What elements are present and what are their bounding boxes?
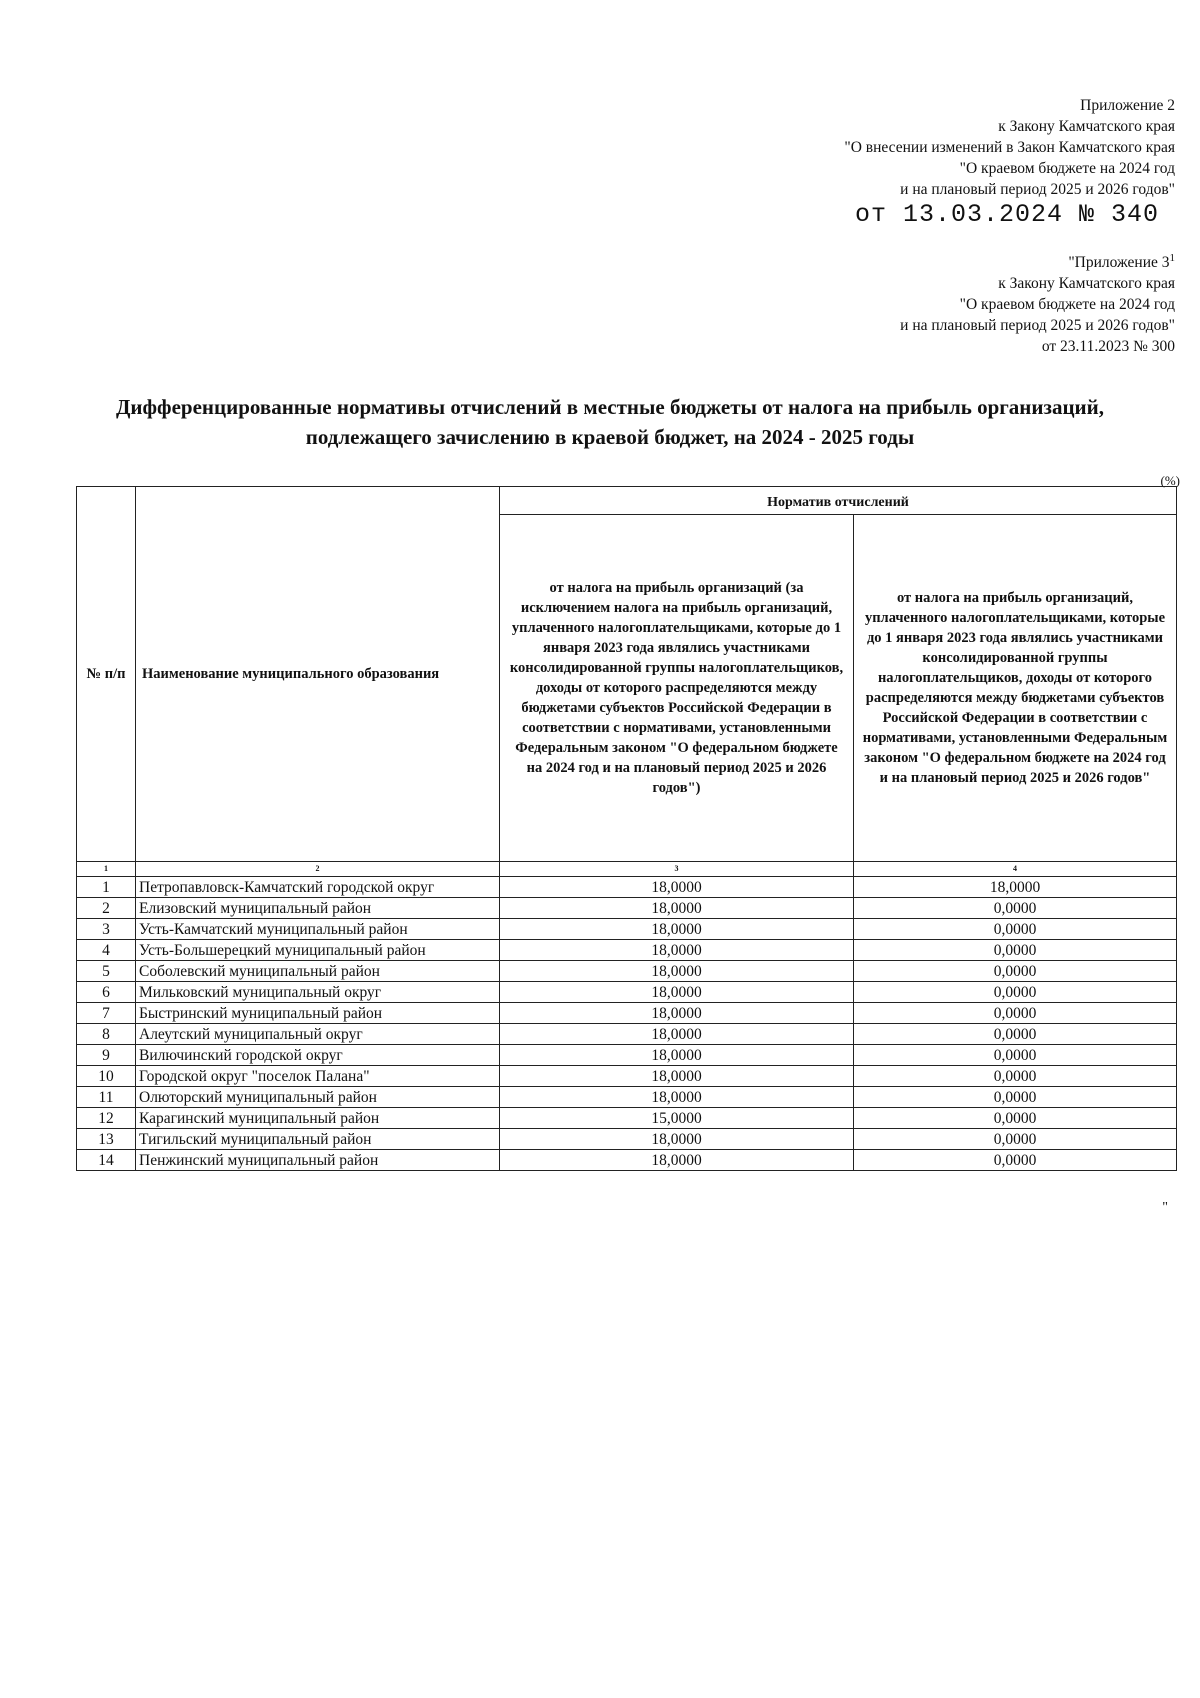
row-name: Усть-Камчатский муниципальный район (136, 919, 500, 940)
row-value-4: 0,0000 (854, 898, 1177, 919)
row-name: Карагинский муниципальный район (136, 1108, 500, 1129)
col-header-name: Наименование муниципального образования (136, 487, 500, 862)
row-number: 5 (77, 961, 136, 982)
column-index: 4 (854, 862, 1177, 877)
row-value-3: 18,0000 (500, 940, 854, 961)
row-value-4: 0,0000 (854, 1087, 1177, 1108)
annex-line: "О краевом бюджете на 2024 год (959, 160, 1175, 177)
col-header-4: от налога на прибыль организаций, уплаченного налогоплательщиками, которые до 1 января 2023 года являлись участниками консолидированной группы налогоплательщиков, доходы от которого распределяются между бюджетами субъектов Российской Федерации в соответствии с нормативами, установленными Федеральным законом "О федеральном бюджете на 2024 год и на плановый период 2025 и 2026 годов" (854, 515, 1177, 862)
row-value-3: 18,0000 (500, 919, 854, 940)
annex-line: Приложение 2 (1080, 97, 1175, 114)
row-value-3: 18,0000 (500, 898, 854, 919)
column-index: 1 (77, 862, 136, 877)
column-index: 2 (136, 862, 500, 877)
row-number: 4 (77, 940, 136, 961)
row-value-3: 18,0000 (500, 1129, 854, 1150)
row-value-3: 18,0000 (500, 1066, 854, 1087)
row-number: 8 (77, 1024, 136, 1045)
row-number: 12 (77, 1108, 136, 1129)
row-name: Вилючинский городской округ (136, 1045, 500, 1066)
row-value-4: 0,0000 (854, 919, 1177, 940)
norms-table (76, 486, 1177, 1171)
annex-line: "О внесении изменений в Закон Камчатского края (844, 139, 1175, 156)
annex-line: и на плановый период 2025 и 2026 годов" (900, 181, 1175, 198)
table-row (77, 1045, 1177, 1066)
row-value-3: 18,0000 (500, 1087, 854, 1108)
col-header-3: от налога на прибыль организаций (за исключением налога на прибыль организаций, уплаченного налогоплательщиками, которые до 1 января 2023 года являлись участниками консолидированной группы налогоплательщиков, доходы от которого распределяются между бюджетами субъектов Российской Федерации в соответствии с нормативами, установленными Федеральным законом "О федеральном бюджете на 2024 год и на плановый период 2025 и 2026 годов") (500, 515, 854, 862)
row-value-4: 0,0000 (854, 940, 1177, 961)
row-value-4: 0,0000 (854, 982, 1177, 1003)
table-row (77, 1003, 1177, 1024)
table-row (77, 1087, 1177, 1108)
column-index-row (77, 862, 1177, 877)
row-number: 2 (77, 898, 136, 919)
table-row (77, 919, 1177, 940)
annex-header-original (275, 252, 1175, 357)
annex-line: к Закону Камчатского края (998, 275, 1175, 292)
row-number: 13 (77, 1129, 136, 1150)
column-index: 3 (500, 862, 854, 877)
group-header-norm: Норматив отчислений (500, 487, 1177, 515)
table-row (77, 877, 1177, 898)
annex-line: к Закону Камчатского края (998, 118, 1175, 135)
row-name: Усть-Большерецкий муниципальный район (136, 940, 500, 961)
row-value-3: 18,0000 (500, 1045, 854, 1066)
row-number: 7 (77, 1003, 136, 1024)
row-number: 11 (77, 1087, 136, 1108)
row-number: 3 (77, 919, 136, 940)
title-line-2: подлежащего зачислению в краевой бюджет, на 2024 - 2025 годы (305, 425, 915, 449)
annex-title: "Приложение 3 (1068, 254, 1170, 271)
row-name: Петропавловск-Камчатский городской округ (136, 877, 500, 898)
row-name: Пенжинский муниципальный район (136, 1150, 500, 1171)
table-row (77, 1024, 1177, 1045)
row-value-4: 0,0000 (854, 1066, 1177, 1087)
row-value-4: 0,0000 (854, 1045, 1177, 1066)
row-number: 14 (77, 1150, 136, 1171)
row-value-3: 18,0000 (500, 877, 854, 898)
row-value-4: 18,0000 (854, 877, 1177, 898)
row-value-4: 0,0000 (854, 1108, 1177, 1129)
annex-line: "О краевом бюджете на 2024 год (959, 296, 1175, 313)
annex-superscript: 1 (1169, 251, 1175, 264)
row-value-4: 0,0000 (854, 961, 1177, 982)
table-row (77, 1108, 1177, 1129)
annex-line: и на плановый период 2025 и 2026 годов" (900, 317, 1175, 334)
table-row (77, 1129, 1177, 1150)
row-name: Быстринский муниципальный район (136, 1003, 500, 1024)
row-name: Алеутский муниципальный округ (136, 1024, 500, 1045)
col-header-number: № п/п (77, 487, 136, 862)
closing-quote: " (1162, 1200, 1168, 1215)
row-value-3: 18,0000 (500, 1003, 854, 1024)
table-row (77, 982, 1177, 1003)
row-name: Соболевский муниципальный район (136, 961, 500, 982)
row-name: Городской округ "поселок Палана" (136, 1066, 500, 1087)
row-name: Мильковский муниципальный округ (136, 982, 500, 1003)
table-row (77, 898, 1177, 919)
row-value-4: 0,0000 (854, 1129, 1177, 1150)
row-value-4: 0,0000 (854, 1150, 1177, 1171)
row-value-3: 18,0000 (500, 982, 854, 1003)
row-value-3: 18,0000 (500, 961, 854, 982)
annex-line (275, 252, 1175, 273)
row-number: 9 (77, 1045, 136, 1066)
annex-header-current (275, 95, 1175, 230)
row-value-3: 15,0000 (500, 1108, 854, 1129)
table-row (77, 940, 1177, 961)
table-row (77, 1150, 1177, 1171)
annex-line: от 23.11.2023 № 300 (1041, 338, 1175, 355)
table-row (77, 1066, 1177, 1087)
document-title (60, 392, 1160, 452)
registration-stamp: от 13.03.2024 № 340 (854, 200, 1159, 229)
row-number: 6 (77, 982, 136, 1003)
table-row (77, 961, 1177, 982)
row-value-3: 18,0000 (500, 1150, 854, 1171)
row-value-4: 0,0000 (854, 1024, 1177, 1045)
row-value-4: 0,0000 (854, 1003, 1177, 1024)
header-row (77, 487, 1177, 515)
row-value-3: 18,0000 (500, 1024, 854, 1045)
table-body (77, 877, 1177, 1171)
row-number: 10 (77, 1066, 136, 1087)
unit-label: (%) (1160, 473, 1180, 488)
row-name: Олюторский муниципальный район (136, 1087, 500, 1108)
row-number: 1 (77, 877, 136, 898)
title-line-1: Дифференцированные нормативы отчислений в местные бюджеты от налога на прибыль организаций, (115, 395, 1104, 419)
row-name: Тигильский муниципальный район (136, 1129, 500, 1150)
row-name: Елизовский муниципальный район (136, 898, 500, 919)
